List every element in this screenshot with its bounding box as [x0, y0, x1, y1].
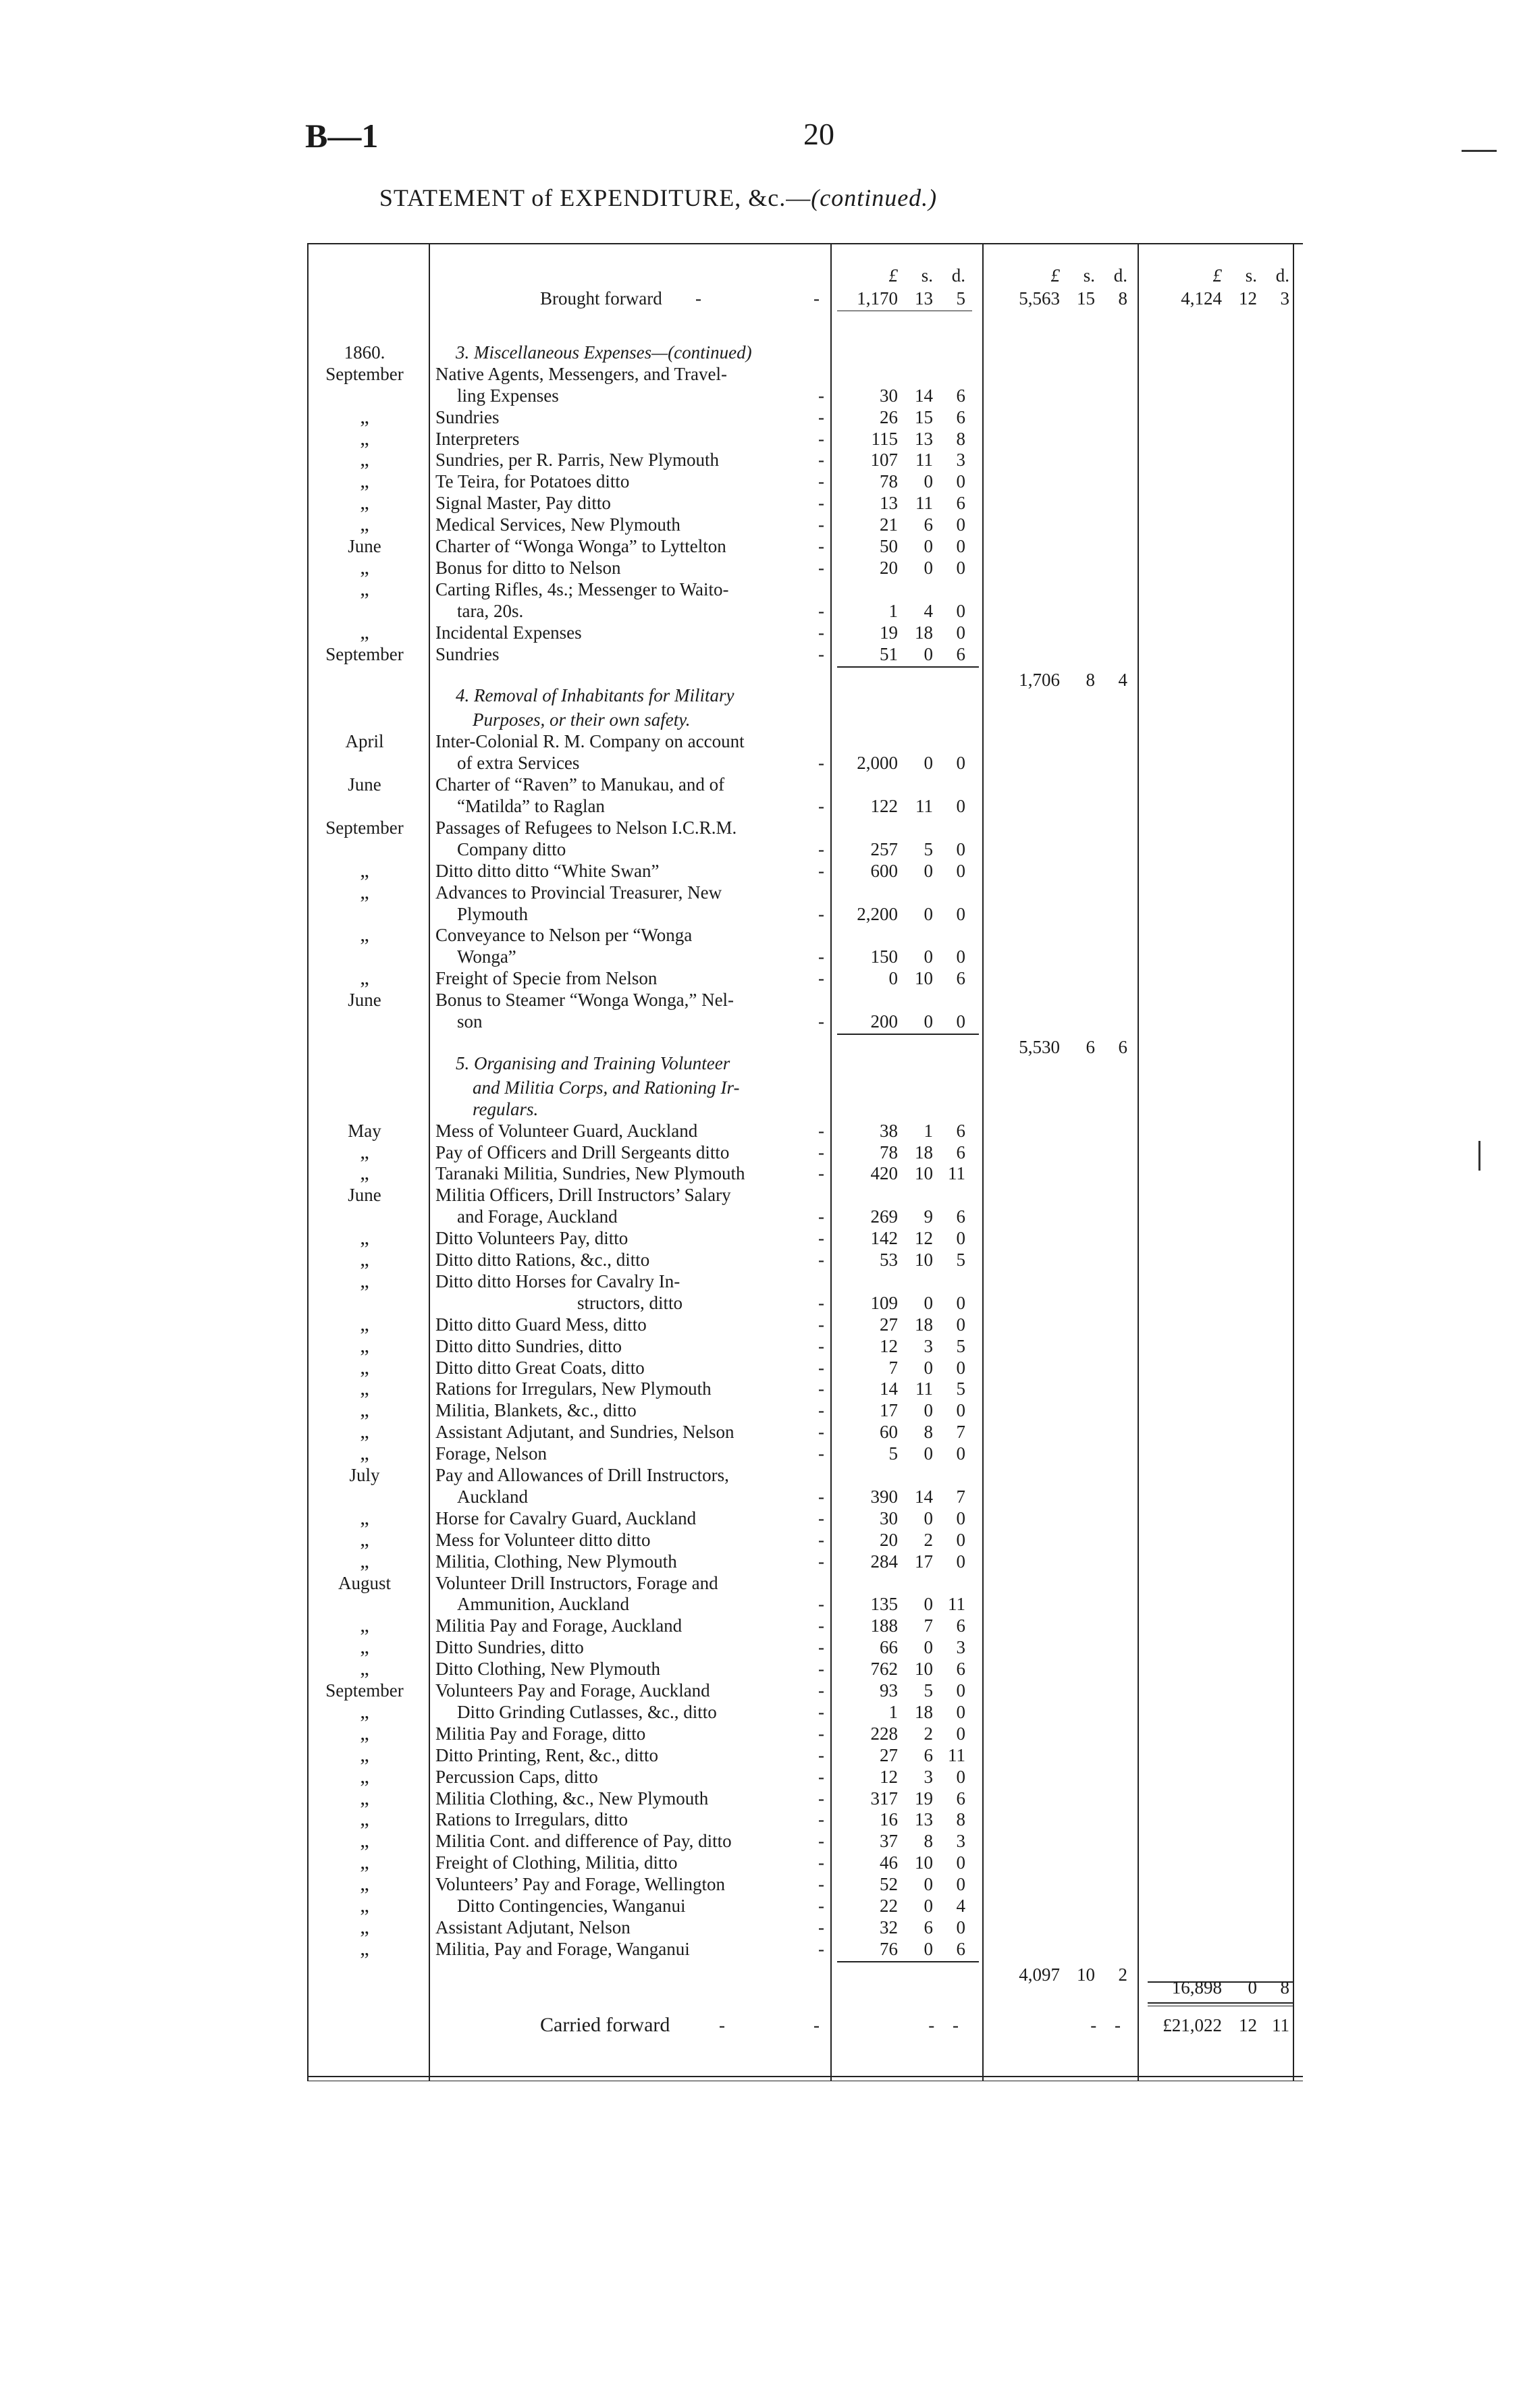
unit-pounds: £: [1212, 265, 1222, 286]
row-date: „: [360, 1141, 369, 1163]
row-date: September: [325, 1680, 404, 1701]
row-description: Volunteers’ Pay and Forage, Wellington -: [435, 1874, 824, 1894]
row-amount: 1 18 0: [888, 1702, 965, 1722]
row-amount: 1 4 0: [888, 601, 965, 621]
row-description-text: Ditto Clothing, New Plymouth: [435, 1659, 661, 1679]
row-description-text: Militia Officers, Drill Instructors’ Salary: [435, 1185, 731, 1205]
row-description: Ditto Sundries, ditto -: [435, 1637, 824, 1657]
row-description-text: Ditto Grinding Cutlasses, &c., ditto: [457, 1702, 717, 1722]
row-description-text: Auckland: [457, 1487, 528, 1507]
row-amount: 93 5 0: [880, 1680, 965, 1701]
page-number: 20: [803, 117, 834, 151]
row-amount: 12 3 5: [880, 1336, 965, 1356]
row-amount: 7 0 0: [888, 1358, 965, 1378]
unit-shillings: s.: [1245, 265, 1257, 286]
row-description: Ditto ditto Rations, &c., ditto -: [435, 1250, 824, 1270]
row-description-text: Horse for Cavalry Guard, Auckland: [435, 1508, 697, 1528]
unit-pounds: £: [888, 265, 898, 286]
row-date: September: [325, 364, 404, 384]
row-date: „: [360, 1614, 369, 1636]
row-date: „: [360, 881, 369, 903]
unit-pence: d.: [951, 265, 965, 286]
row-amount: 26 15 6: [880, 407, 965, 427]
unit-pence: d.: [1275, 265, 1289, 286]
row-description: Militia Pay and Forage, Auckland -: [435, 1615, 824, 1636]
row-description-text: Ditto ditto Sundries, ditto: [435, 1336, 622, 1356]
unit-pence: d.: [1113, 265, 1127, 286]
row-description-text: Plymouth: [457, 904, 529, 924]
row-date: „: [360, 967, 369, 989]
row-description: [435, 730, 827, 752]
row-description: Pay of Officers and Drill Sergeants ditto -: [435, 1142, 824, 1162]
row-description-text: Company ditto: [457, 839, 566, 859]
row-description: Assistant Adjutant, Nelson -: [435, 1917, 824, 1937]
row-amount: 16 13 8: [880, 1809, 965, 1829]
row-amount: 66 0 3: [880, 1637, 965, 1657]
row-date: „: [360, 1894, 369, 1917]
row-date: June: [348, 1185, 381, 1205]
subtotal-rule: [837, 1034, 979, 1035]
row-description: [435, 774, 827, 795]
row-description-text: Purposes, or their own safety.: [473, 710, 691, 730]
row-date: „: [360, 1313, 369, 1335]
row-date: September: [325, 818, 404, 838]
row-amount: 30 0 0: [880, 1508, 965, 1528]
row-amount: 46 10 0: [880, 1852, 965, 1873]
row-date: „: [360, 491, 369, 514]
row-date: „: [360, 924, 369, 946]
row-description-text: Militia, Pay and Forage, Wanganui: [435, 1939, 690, 1959]
row-amount: 17 0 0: [880, 1400, 965, 1420]
row-description-text: structors, ditto: [577, 1293, 683, 1313]
row-amount: 20 2 0: [880, 1530, 965, 1550]
row-date: „: [360, 513, 369, 535]
row-date: „: [360, 1808, 369, 1830]
row-description: [435, 882, 827, 903]
total-pence: 8: [1280, 1977, 1289, 1998]
row-description: Militia Clothing, &c., New Plymouth -: [435, 1788, 824, 1809]
row-description: Rations for Irregulars, New Plymouth -: [435, 1379, 824, 1399]
row-date: „: [360, 1528, 369, 1551]
row-amount: 107 11 3: [870, 450, 965, 470]
row-description: Sundries -: [435, 644, 824, 664]
subtotal-amount: 10: [1077, 1964, 1095, 1985]
row-date: May: [348, 1121, 381, 1141]
title-main: STATEMENT of EXPENDITURE, &c.—: [379, 184, 811, 211]
row-amount: 257 5 0: [870, 839, 965, 859]
row-description: Ditto ditto Sundries, ditto -: [435, 1336, 824, 1356]
row-date: „: [360, 1550, 369, 1572]
row-description-text: Rations to Irregulars, ditto: [435, 1809, 628, 1829]
row-description: Militia, Pay and Forage, Wanganui -: [435, 1939, 824, 1959]
row-description-text: Charter of “Wonga Wonga” to Lyttelton: [435, 536, 726, 556]
row-amount: 2,200 0 0: [857, 904, 965, 924]
row-description-text: Ditto ditto Great Coats, ditto: [435, 1358, 645, 1378]
row-date: „: [360, 1787, 369, 1809]
row-date: September: [325, 644, 404, 664]
row-description-text: Militia Pay and Forage, ditto: [435, 1723, 646, 1744]
carried-shillings: 12: [1239, 2015, 1257, 2035]
row-amount: 27 18 0: [880, 1314, 965, 1335]
row-date: „: [360, 1765, 369, 1788]
row-description-text: Bonus for ditto to Nelson: [435, 558, 621, 578]
row-description-text: Pay and Allowances of Drill Instructors,: [435, 1465, 729, 1485]
row-date: „: [360, 1162, 369, 1184]
title-continued: (continued.): [811, 184, 938, 211]
row-description: Militia Cont. and difference of Pay, ditto -: [435, 1831, 824, 1851]
row-description: Incidental Expenses -: [435, 622, 824, 643]
row-description: [435, 363, 827, 385]
row-date: April: [345, 731, 384, 751]
unit-shillings: s.: [1083, 265, 1095, 286]
row-description: of extra Services -: [457, 753, 824, 773]
row-amount: 0 10 6: [888, 968, 965, 988]
row-amount: 38 1 6: [880, 1121, 965, 1141]
subtotal-amount: 2: [1118, 1964, 1127, 1985]
carried-forward-label: Carried forward: [540, 2014, 670, 2036]
subtotal-amount: 4,097: [1019, 1964, 1060, 1985]
row-amount: 78 0 0: [880, 471, 965, 491]
row-description-text: Freight of Clothing, Militia, ditto: [435, 1852, 678, 1873]
row-date: July: [349, 1465, 380, 1485]
row-date: „: [360, 621, 369, 643]
row-amount: 228 2 0: [870, 1723, 965, 1744]
row-amount: 78 18 6: [880, 1142, 965, 1162]
carried-pence: 11: [1272, 2015, 1289, 2035]
row-amount: 2,000 0 0: [857, 753, 965, 773]
row-description-text: Te Teira, for Potatoes ditto: [435, 471, 630, 491]
row-amount: 76 0 6: [880, 1939, 965, 1959]
row-description: Percussion Caps, ditto -: [435, 1767, 824, 1787]
row-date: „: [360, 1248, 369, 1270]
row-date: „: [360, 470, 369, 492]
row-description: Ditto Clothing, New Plymouth -: [435, 1659, 824, 1679]
row-amount: 50 0 0: [880, 536, 965, 556]
row-description: Charter of “Wonga Wonga” to Lyttelton -: [435, 536, 824, 556]
row-date: „: [360, 1399, 369, 1421]
row-date: „: [360, 578, 369, 600]
row-date: 1860.: [344, 342, 385, 363]
row-description-text: Sundries: [435, 407, 500, 427]
row-date: „: [360, 427, 369, 450]
row-description-text: Assistant Adjutant, and Sundries, Nelson: [435, 1422, 734, 1442]
section-heading: [435, 685, 827, 706]
row-description-text: Freight of Specie from Nelson: [435, 968, 658, 988]
row-description: Interpreters -: [435, 429, 824, 449]
row-description: [435, 989, 827, 1011]
row-description-text: Inter-Colonial R. M. Company on account: [435, 731, 745, 751]
row-description: [435, 1572, 827, 1594]
unit-shillings: s.: [921, 265, 933, 286]
row-description: Militia Pay and Forage, ditto -: [435, 1723, 824, 1744]
row-amount: 5 0 0: [888, 1443, 965, 1464]
row-amount: 53 10 5: [880, 1250, 965, 1270]
row-amount: 142 12 0: [870, 1228, 965, 1248]
row-amount: 22 0 4: [880, 1896, 965, 1916]
row-description-text: Ditto ditto Rations, &c., ditto: [435, 1250, 650, 1270]
row-description-text: Mess of Volunteer Guard, Auckland: [435, 1121, 698, 1141]
row-amount: 390 14 7: [870, 1487, 965, 1507]
row-amount: 122 11 0: [870, 796, 965, 816]
row-description-text: Interpreters: [435, 429, 520, 449]
row-description: son -: [457, 1011, 824, 1032]
section-heading: [435, 1098, 827, 1120]
row-description: Ditto Contingencies, Wanganui -: [457, 1896, 824, 1916]
row-description-text: Signal Master, Pay ditto: [435, 493, 611, 513]
row-amount: 30 14 6: [880, 385, 965, 406]
row-description: Wonga” -: [457, 946, 824, 967]
subtotal-amount: 4: [1118, 670, 1127, 690]
brought-forward-label: Brought forward: [540, 288, 662, 309]
row-description-text: Volunteers Pay and Forage, Auckland: [435, 1680, 710, 1701]
row-date: „: [360, 1420, 369, 1443]
row-description: Militia, Clothing, New Plymouth -: [435, 1551, 824, 1572]
row-amount: 269 9 6: [870, 1206, 965, 1227]
row-amount: 13 11 6: [880, 493, 965, 513]
row-description-text: ling Expenses: [457, 385, 559, 406]
row-date: „: [360, 1227, 369, 1249]
row-amount: 284 17 0: [870, 1551, 965, 1572]
row-amount: 32 6 0: [880, 1917, 965, 1937]
row-amount: 52 0 0: [880, 1874, 965, 1894]
row-description-text: Native Agents, Messengers, and Travel-: [435, 364, 727, 384]
row-description: Ammunition, Auckland -: [457, 1594, 824, 1614]
row-description-text: regulars.: [473, 1099, 539, 1119]
unit-pounds: £: [1050, 265, 1060, 286]
row-description-text: Carting Rifles, 4s.; Messenger to Waito-: [435, 579, 729, 599]
row-date: „: [360, 1270, 369, 1292]
row-amount: 19 18 0: [880, 622, 965, 643]
scan-mark: [1462, 150, 1497, 152]
row-description: tara, 20s. -: [457, 601, 824, 621]
row-amount: 20 0 0: [880, 558, 965, 578]
total-pounds: 16,898: [1171, 1977, 1222, 1998]
row-description-text: Charter of “Raven” to Manukau, and of: [435, 774, 725, 795]
row-date: June: [348, 774, 381, 795]
row-description: [435, 1184, 827, 1206]
row-amount: 200 0 0: [870, 1011, 965, 1032]
row-amount: 27 6 11: [880, 1745, 965, 1765]
row-date: „: [360, 1701, 369, 1723]
row-description: Sundries, per R. Parris, New Plymouth -: [435, 450, 824, 470]
row-description-text: Ditto Printing, Rent, &c., ditto: [435, 1745, 658, 1765]
row-description-text: Ditto Contingencies, Wanganui: [457, 1896, 686, 1916]
row-description-text: Taranaki Militia, Sundries, New Plymouth: [435, 1163, 745, 1183]
row-description-text: Rations for Irregulars, New Plymouth: [435, 1379, 712, 1399]
row-description-text: Conveyance to Nelson per “Wonga: [435, 925, 693, 945]
row-amount: 109 0 0: [870, 1293, 965, 1313]
row-date: „: [360, 1636, 369, 1658]
subtotal-amount: 1,706: [1019, 670, 1060, 690]
row-description-text: Advances to Provincial Treasurer, New: [435, 882, 722, 903]
row-description-text: Militia Pay and Forage, Auckland: [435, 1615, 683, 1636]
row-date: „: [360, 556, 369, 579]
row-date: „: [360, 1937, 369, 1960]
subtotal-rule: [837, 1961, 979, 1962]
total-shillings: 0: [1248, 1977, 1257, 1998]
row-description-text: Medical Services, New Plymouth: [435, 514, 680, 535]
row-description-text: Ditto Sundries, ditto: [435, 1637, 584, 1657]
row-amount: 762 10 6: [870, 1659, 965, 1679]
row-date: „: [360, 1657, 369, 1680]
row-description-text: Assistant Adjutant, Nelson: [435, 1917, 631, 1937]
section-heading: [435, 1052, 827, 1074]
row-amount: 14 11 5: [880, 1379, 965, 1399]
row-date: „: [360, 406, 369, 428]
subtotal-amount: 6: [1118, 1037, 1127, 1057]
row-date: „: [360, 1873, 369, 1895]
row-date: „: [360, 1377, 369, 1399]
row-description: Ditto Printing, Rent, &c., ditto -: [435, 1745, 824, 1765]
row-description: Freight of Clothing, Militia, ditto -: [435, 1852, 824, 1873]
row-description: Mess for Volunteer ditto ditto -: [435, 1530, 824, 1550]
row-description: Te Teira, for Potatoes ditto -: [435, 471, 824, 491]
row-description: Freight of Specie from Nelson -: [435, 968, 824, 988]
row-description: Company ditto -: [457, 839, 824, 859]
row-description-text: of extra Services: [457, 753, 580, 773]
row-description: Mess of Volunteer Guard, Auckland -: [435, 1121, 824, 1141]
row-description-text: Mess for Volunteer ditto ditto: [435, 1530, 651, 1550]
row-description-text: Ditto ditto Guard Mess, ditto: [435, 1314, 647, 1335]
row-description-text: Militia Cont. and difference of Pay, ditto: [435, 1831, 732, 1851]
subtotal-amount: 6: [1086, 1037, 1095, 1057]
row-description-text: Ditto ditto Horses for Cavalry In-: [435, 1271, 680, 1291]
row-date: „: [360, 1722, 369, 1744]
subtotal-amount: 8: [1086, 670, 1095, 690]
row-description: ling Expenses -: [457, 385, 824, 406]
row-date: June: [348, 536, 381, 556]
row-amount: 420 10 11: [870, 1163, 965, 1183]
row-description: Plymouth -: [457, 904, 824, 924]
row-date: „: [360, 1507, 369, 1529]
row-date: „: [360, 448, 369, 471]
row-description: Rations to Irregulars, ditto -: [435, 1809, 824, 1829]
row-description-text: Ammunition, Auckland: [457, 1594, 629, 1614]
row-description: Bonus for ditto to Nelson -: [435, 558, 824, 578]
page-header-ref: B—1: [305, 117, 379, 155]
row-description: Medical Services, New Plymouth -: [435, 514, 824, 535]
row-description: Volunteers Pay and Forage, Auckland -: [435, 1680, 824, 1701]
row-description: [435, 1464, 827, 1486]
row-description-text: Ditto Volunteers Pay, ditto: [435, 1228, 629, 1248]
row-description: Militia, Blankets, &c., ditto -: [435, 1400, 824, 1420]
row-amount: 37 8 3: [880, 1831, 965, 1851]
row-description-text: Militia Clothing, &c., New Plymouth: [435, 1788, 709, 1809]
row-date: „: [360, 1851, 369, 1873]
row-description: Forage, Nelson -: [435, 1443, 824, 1464]
row-description-text: son: [457, 1011, 483, 1032]
row-date: „: [360, 1335, 369, 1357]
section-heading: [435, 342, 827, 363]
section-heading: [435, 1077, 827, 1098]
row-date: „: [360, 1916, 369, 1938]
row-description-text: and Militia Corps, and Rationing Ir-: [473, 1077, 740, 1098]
row-date: „: [360, 1442, 369, 1464]
row-description-text: Militia, Clothing, New Plymouth: [435, 1551, 677, 1572]
row-date: June: [348, 990, 381, 1010]
row-amount: 115 13 8: [871, 429, 965, 449]
row-description-text: and Forage, Auckland: [457, 1206, 618, 1227]
row-amount: 12 3 0: [880, 1767, 965, 1787]
row-description: Ditto Volunteers Pay, ditto -: [435, 1228, 824, 1248]
row-description-text: 3. Miscellaneous Expenses—(continued): [456, 342, 752, 363]
row-description: and Forage, Auckland -: [457, 1206, 824, 1227]
row-description-text: Bonus to Steamer “Wonga Wonga,” Nel-: [435, 990, 734, 1010]
row-amount: 51 0 6: [880, 644, 965, 664]
row-description: structors, ditto -: [577, 1293, 824, 1313]
row-description: [435, 1270, 827, 1292]
row-amount: 150 0 0: [870, 946, 965, 967]
row-amount: 317 19 6: [870, 1788, 965, 1809]
row-description: Horse for Cavalry Guard, Auckland -: [435, 1508, 824, 1528]
row-description-text: “Matilda” to Raglan: [457, 796, 605, 816]
row-description-text: Ditto ditto ditto “White Swan”: [435, 861, 660, 881]
row-description: Ditto ditto Guard Mess, ditto -: [435, 1314, 824, 1335]
row-description-text: 4. Removal of Inhabitants for Military: [456, 685, 734, 705]
row-description: Sundries -: [435, 407, 824, 427]
row-description: Signal Master, Pay ditto -: [435, 493, 824, 513]
row-description-text: Forage, Nelson: [435, 1443, 547, 1464]
scan-mark: [1478, 1141, 1480, 1171]
row-description: [435, 579, 827, 600]
row-description-text: Sundries, per R. Parris, New Plymouth: [435, 450, 719, 470]
row-description: [435, 817, 827, 838]
row-description: “Matilda” to Raglan -: [457, 796, 824, 816]
row-date: „: [360, 1356, 369, 1379]
row-description-text: tara, 20s.: [457, 601, 524, 621]
row-amount: 188 7 6: [870, 1615, 965, 1636]
statement-title: [0, 184, 1316, 212]
row-date: „: [360, 1744, 369, 1766]
row-amount: 60 8 7: [880, 1422, 965, 1442]
section-heading: [435, 709, 827, 730]
row-description: Ditto Grinding Cutlasses, &c., ditto -: [457, 1702, 824, 1722]
row-date: „: [360, 859, 369, 882]
carried-pounds: £21,022: [1163, 2015, 1222, 2035]
row-description: Taranaki Militia, Sundries, New Plymouth -: [435, 1163, 824, 1183]
row-description-text: Volunteers’ Pay and Forage, Wellington: [435, 1874, 726, 1894]
row-description-text: Percussion Caps, ditto: [435, 1767, 598, 1787]
row-amount: 135 0 11: [870, 1594, 965, 1614]
row-date: „: [360, 1829, 369, 1852]
row-description-text: Passages of Refugees to Nelson I.C.R.M.: [435, 818, 737, 838]
row-description: [435, 924, 827, 946]
row-description: Auckland -: [457, 1487, 824, 1507]
row-amount: 600 0 0: [870, 861, 965, 881]
row-description-text: 5. Organising and Training Volunteer: [456, 1053, 730, 1073]
row-description-text: Wonga”: [457, 946, 516, 967]
row-description-text: Militia, Blankets, &c., ditto: [435, 1400, 637, 1420]
subtotal-rule: [837, 666, 979, 668]
row-description-text: Pay of Officers and Drill Sergeants ditto: [435, 1142, 730, 1162]
row-description: Ditto ditto Great Coats, ditto -: [435, 1358, 824, 1378]
row-date: August: [338, 1573, 391, 1593]
row-amount: 21 6 0: [880, 514, 965, 535]
row-description-text: Sundries: [435, 644, 500, 664]
row-description-text: Volunteer Drill Instructors, Forage and: [435, 1573, 718, 1593]
row-description: Assistant Adjutant, and Sundries, Nelson -: [435, 1422, 824, 1442]
row-description-text: Incidental Expenses: [435, 622, 582, 643]
subtotal-amount: 5,530: [1019, 1037, 1060, 1057]
row-description: Ditto ditto ditto “White Swan” -: [435, 861, 824, 881]
